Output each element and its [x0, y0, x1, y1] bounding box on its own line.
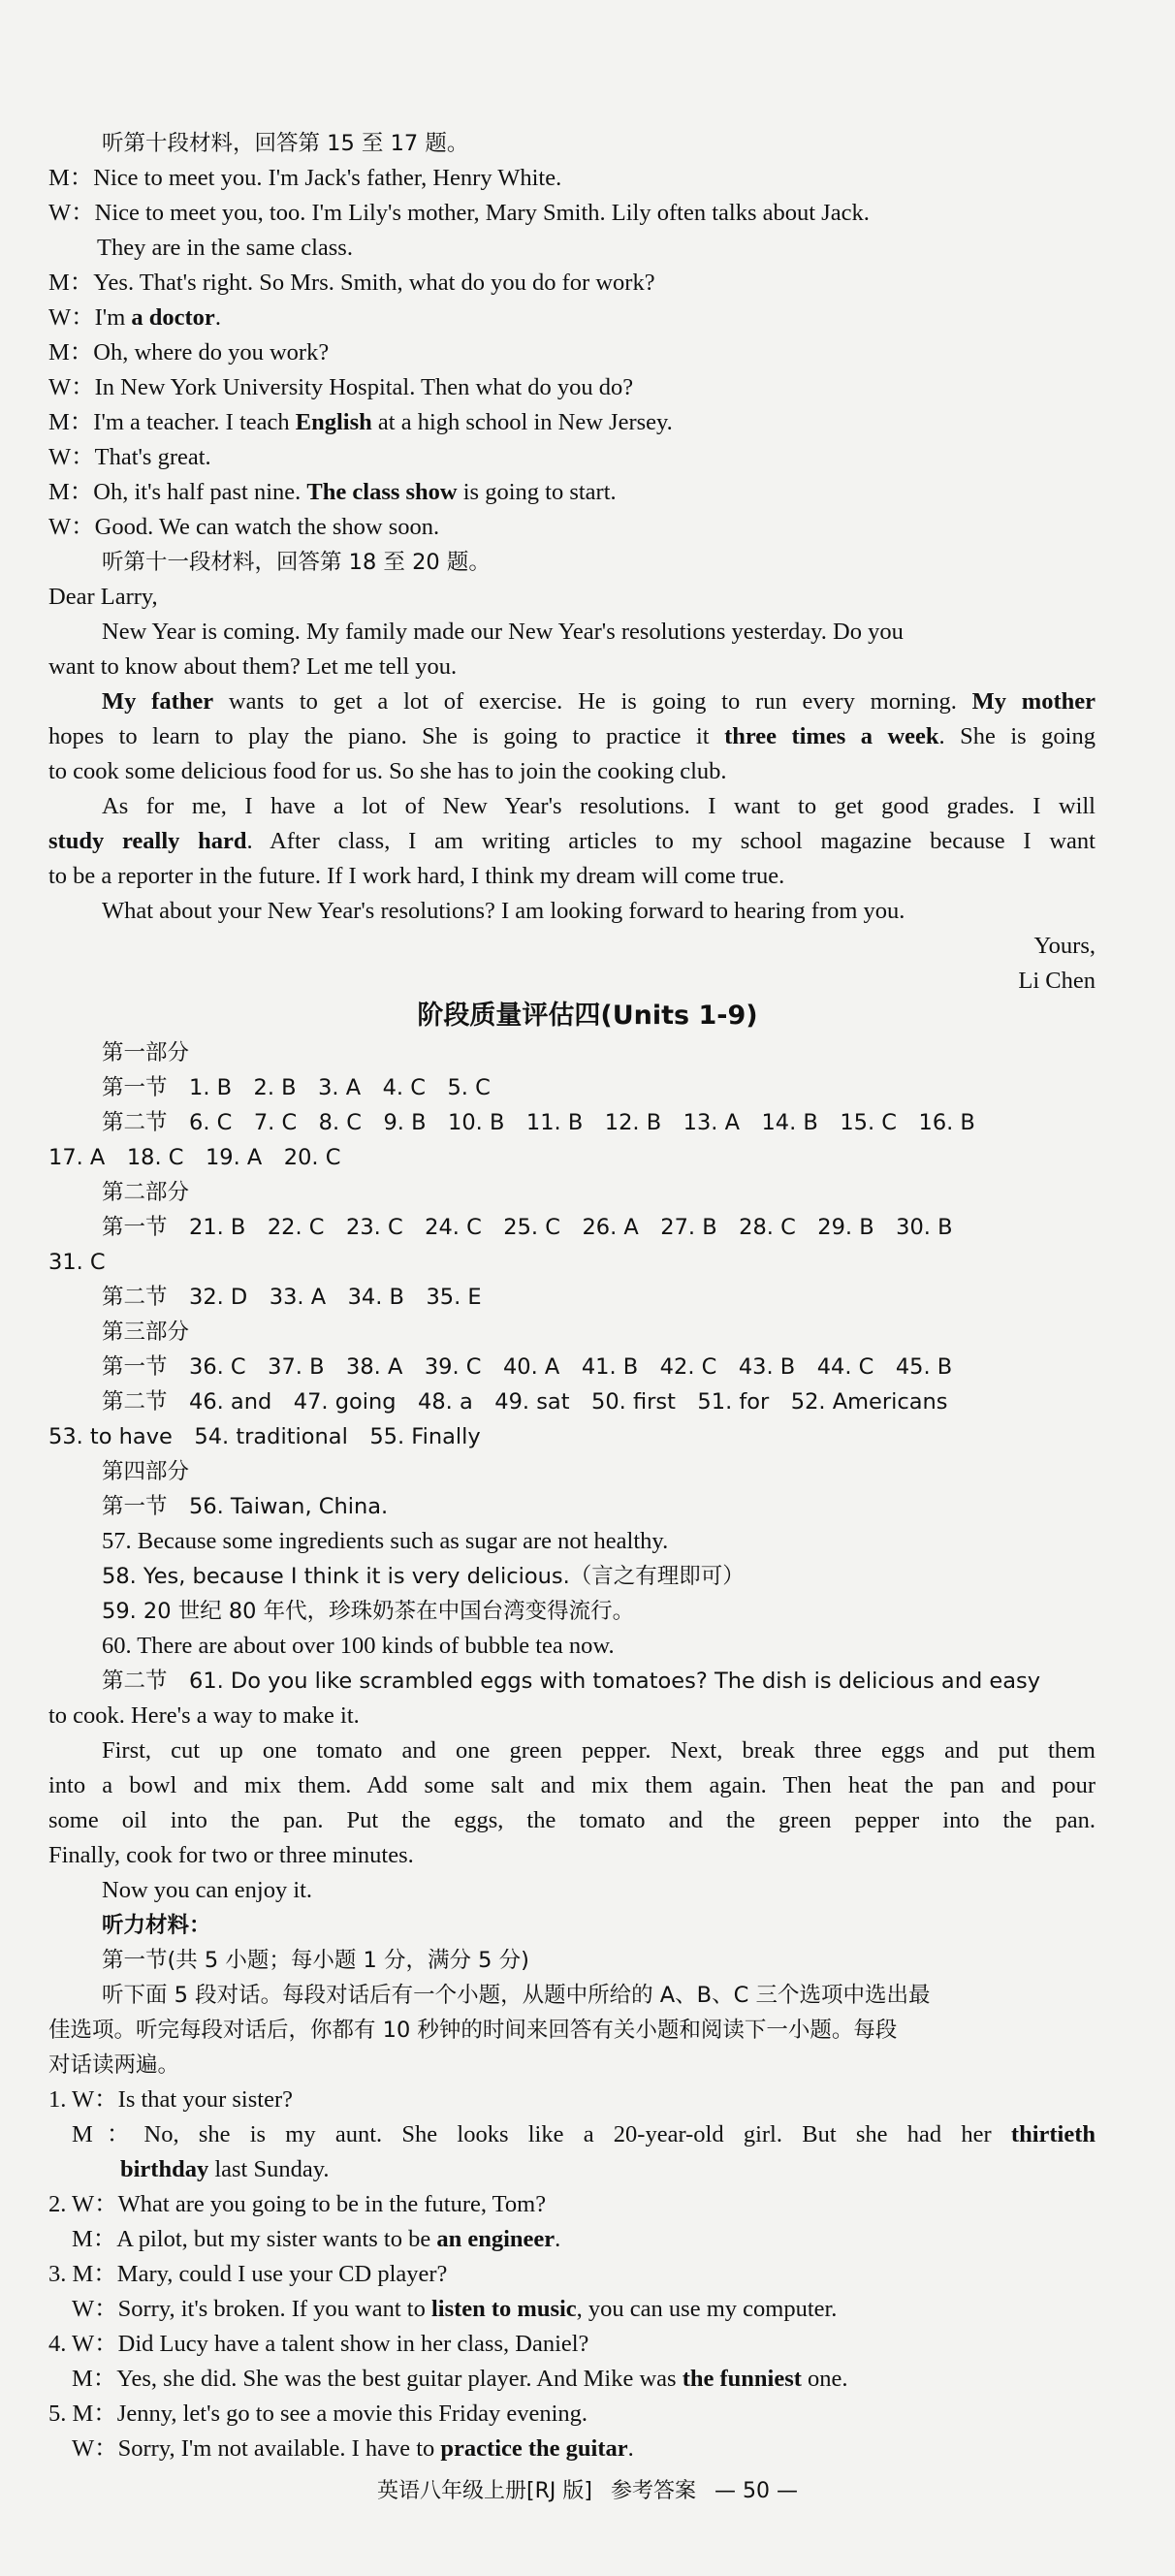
answers-line: 53. to have 54. traditional 55. Finally [48, 1424, 481, 1449]
letter-line: What about your New Year's resolutions? I am looking forward to hearing from you. [102, 898, 905, 924]
answers-line: 17. A 18. C 19. A 20. C [48, 1145, 341, 1170]
footer-label: 参考答案 [610, 2479, 696, 2503]
listening-line: W：Sorry, I'm not available. I have to practice the guitar. [72, 2435, 634, 2462]
listening-line: M：No, she is my aunt. She looks like a 20-year-old girl. But she had her thirtieth [72, 2121, 1096, 2147]
listening-line: M：Yes, she did. She was the best guitar player. And Mike was the funniest one. [72, 2366, 848, 2392]
listening-line: 1. W：Is that your sister? [48, 2086, 293, 2113]
listening-subheading: 第一节(共 5 小题；每小题 1 分，满分 5 分) [102, 1948, 529, 1973]
answers-line: 第二节 6. C 7. C 8. C 9. B 10. B 11. B 12. B 13. A 14. B 15. C 16. B [102, 1110, 975, 1135]
dialog10-line: W：Nice to meet you, too. I'm Lily's mother, Mary Smith. Lily often talks about Jack. [48, 200, 870, 226]
answers-line: 第二节 61. Do you like scrambled eggs with tomatoes? The dish is delicious and easy [102, 1669, 1041, 1694]
letter-line: study really hard. After class, I am writing articles to my school magazine because I want [48, 828, 1096, 854]
answers-line: 第一节 21. B 22. C 23. C 24. C 25. C 26. A 27. B 28. C 29. B 30. B [102, 1215, 953, 1240]
answers-line: 58. Yes, because I think it is very delicious.（言之有理即可） [102, 1564, 745, 1589]
dialog10-line: W：In New York University Hospital. Then what do you do? [48, 374, 634, 400]
dialog10-line: W：Good. We can watch the show soon. [48, 514, 440, 540]
answers-line: 第一节 36. C 37. B 38. A 39. C 40. A 41. B 42. C 43. B 44. C 45. B [102, 1354, 953, 1380]
dialog10-line: M：Oh, it's half past nine. The class show is going to start. [48, 479, 617, 505]
answers-line: 57. Because some ingredients such as sugar are not healthy. [102, 1528, 669, 1554]
listening-instruction: 佳选项。听完每段对话后，你都有 10 秒钟的时间来回答有关小题和阅读下一小题。每段 [48, 2018, 898, 2043]
dialog10-line: W：That's great. [48, 444, 211, 470]
letter-line: As for me, I have a lot of New Year's resolutions. I want to get good grades. I will [102, 793, 1096, 819]
letter-line: hopes to learn to play the piano. She is going to practice it three times a week. She is going [48, 723, 1096, 749]
answers-line: Now you can enjoy it. [102, 1877, 313, 1903]
answers-line: 第二节 32. D 33. A 34. B 35. E [102, 1285, 482, 1310]
answers-line: Finally, cook for two or three minutes. [48, 1842, 414, 1868]
answers-line: 第一节 1. B 2. B 3. A 4. C 5. C [102, 1075, 491, 1100]
footer-subject: 英语八年级上册[RJ 版] [377, 2479, 592, 2503]
letter-closing: Yours, [1033, 933, 1096, 959]
answers-line: some oil into the pan. Put the eggs, the tomato and the green pepper into the pan. [48, 1807, 1096, 1833]
listening-line: 5. M：Jenny, let's go to see a movie this Friday evening. [48, 2401, 588, 2427]
dialog10-line: M：I'm a teacher. I teach English at a high school in New Jersey. [48, 409, 673, 435]
listening-line: birthday last Sunday. [120, 2156, 330, 2182]
page-number: — 50 — [714, 2479, 798, 2503]
answers-part-heading: 第三部分 [102, 1320, 190, 1345]
dialog10-intro: 听第十段材料，回答第 15 至 17 题。 [102, 131, 469, 156]
answers-line: 59. 20 世纪 80 年代，珍珠奶茶在中国台湾变得流行。 [102, 1599, 635, 1624]
listening-line: W：Sorry, it's broken. If you want to listen to music, you can use my computer. [72, 2296, 838, 2322]
answers-part-heading: 第一部分 [102, 1040, 190, 1065]
dialog10-line: M：Yes. That's right. So Mrs. Smith, what do you do for work? [48, 270, 655, 296]
listening-line: 3. M：Mary, could I use your CD player? [48, 2261, 448, 2287]
letter-line: want to know about them? Let me tell you. [48, 653, 458, 680]
dialog10-line: M：Oh, where do you work? [48, 339, 330, 366]
answers-line: into a bowl and mix them. Add some salt and mix them again. Then heat the pan and pour [48, 1772, 1096, 1798]
listening-line: 4. W：Did Lucy have a talent show in her class, Daniel? [48, 2331, 589, 2357]
listening-instruction: 听下面 5 段对话。每段对话后有一个小题，从题中所给的 A、B、C 三个选项中选出最 [102, 1983, 931, 2008]
dialog11-intro: 听第十一段材料，回答第 18 至 20 题。 [102, 550, 491, 575]
section-title: 阶段质量评估四(Units 1-9) [417, 1001, 758, 1031]
letter-salutation: Dear Larry, [48, 584, 158, 610]
listening-line: M：A pilot, but my sister wants to be an engineer. [72, 2226, 561, 2252]
listening-heading: 听力材料： [102, 1913, 211, 1938]
letter-signature: Li Chen [1018, 968, 1096, 994]
answers-line: 31. C [48, 1250, 106, 1275]
page-footer [0, 2474, 1175, 2504]
answers-line: 60. There are about over 100 kinds of bubble tea now. [102, 1633, 615, 1659]
answers-part-heading: 第四部分 [102, 1459, 190, 1484]
letter-line: My father wants to get a lot of exercise. He is going to run every morning. My mother [102, 688, 1096, 715]
answers-line: 第二节 46. and 47. going 48. a 49. sat 50. first 51. for 52. Americans [102, 1389, 948, 1415]
answers-line: First, cut up one tomato and one green pepper. Next, break three eggs and put them [102, 1737, 1096, 1764]
answers-line: 第一节 56. Taiwan, China. [102, 1494, 389, 1519]
letter-line: to cook some delicious food for us. So she has to join the cooking club. [48, 758, 727, 784]
answers-part-heading: 第二部分 [102, 1180, 190, 1205]
listening-line: 2. W：What are you going to be in the future, Tom? [48, 2191, 547, 2217]
answers-line: to cook. Here's a way to make it. [48, 1702, 360, 1729]
listening-instruction: 对话读两遍。 [48, 2052, 180, 2078]
letter-line: to be a reporter in the future. If I work hard, I think my dream will come true. [48, 863, 785, 889]
dialog10-line: W：I'm a doctor. [48, 304, 221, 331]
letter-line: New Year is coming. My family made our New Year's resolutions yesterday. Do you [102, 619, 904, 645]
dialog10-line: They are in the same class. [97, 235, 353, 261]
dialog10-line: M：Nice to meet you. I'm Jack's father, Henry White. [48, 165, 562, 191]
